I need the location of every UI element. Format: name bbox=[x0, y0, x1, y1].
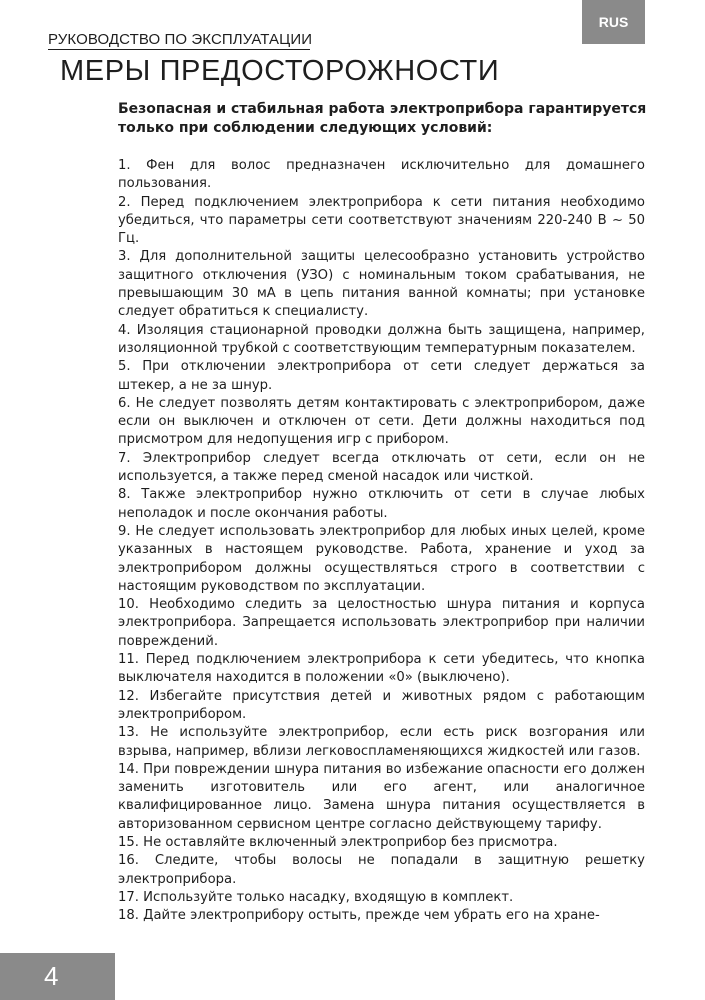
list-item: 18. Дайте электроприбору остыть, прежде чем убрать его на хране- bbox=[118, 908, 600, 924]
list-item: 11. Перед подключением электроприбора к сети убедитесь, что кнопка выключателя находится в положении «0» (выключено). bbox=[118, 652, 645, 686]
running-header: РУКОВОДСТВО ПО ЭКСПЛУАТАЦИИ bbox=[48, 31, 313, 48]
safety-rules-list bbox=[118, 157, 645, 925]
list-item: 6. Не следует позволять детям контактировать с электроприбором, даже если он выключен и отключен от сети. Дети должны находиться под присмотром для недопущения игр с прибором. bbox=[118, 395, 645, 448]
list-item: 10. Необходимо следить за целостностью шнура питания и корпуса электроприбора. Запрещается использовать электроприбор при наличии повреждений. bbox=[118, 597, 645, 649]
list-item: 13. Не используйте электроприбор, если есть риск возгорания или взрыва, например, вблизи легковоспламеняющихся жидкостей или газов. bbox=[118, 725, 645, 759]
list-item: 3. Для дополнительной защиты целесообразно установить устройство защитного отключения (УЗО) с номинальным током срабатывания, не превышающим 30 мА в цепь питания ванной комнаты; при установке следует обратиться к специалисту. bbox=[118, 249, 645, 320]
list-item: 17. Используйте только насадку, входящую в комплект. bbox=[118, 889, 514, 905]
list-item: 12. Избегайте присутствия детей и животных рядом с работающим электроприбором. bbox=[118, 688, 645, 722]
page-number: 4 bbox=[0, 953, 115, 1000]
intro-paragraph: Безопасная и стабильная работа электроприбора гарантируется только при соблюдении следующих условий: bbox=[118, 101, 647, 136]
list-item: 9. Не следует использовать электроприбор для любых иных целей, кроме указанных в настоящем руководстве. Работа, хранение и уход за электроприбором должны осуществляться строго в соответствии с настоящим руководством по эксплуатации. bbox=[118, 523, 645, 594]
list-item: 16. Следите, чтобы волосы не попадали в защитную решетку электроприбора. bbox=[118, 853, 645, 887]
list-item: 5. При отключении электроприбора от сети следует держаться за штекер, а не за шнур. bbox=[118, 359, 645, 393]
list-item: 14. При повреждении шнура питания во избежание опасности его должен заменить изготовитель или его агент, или аналогичное квалифицированное лицо. Замена шнура питания осуществляется в авторизованном сервисном центре согласно действующему тарифу. bbox=[118, 761, 645, 832]
list-item: 15. Не оставляйте включенный электроприбор без присмотра. bbox=[118, 834, 558, 850]
list-item: 1. Фен для волос предназначен исключительно для домашнего пользования. bbox=[118, 158, 645, 192]
page-title: МЕРЫ ПРЕДОСТОРОЖНОСТИ bbox=[60, 55, 500, 87]
list-item: 7. Электроприбор следует всегда отключать от сети, если он не используется, а также перед сменой насадок или чисткой. bbox=[118, 450, 645, 485]
list-item: 8. Также электроприбор нужно отключить от сети в случае любых неполадок и после окончания работы. bbox=[118, 487, 645, 521]
language-tab: RUS bbox=[582, 0, 645, 44]
list-item: 4. Изоляция стационарной проводки должна быть защищена, например, изоляционной трубкой с соответствующим температурным показателем. bbox=[118, 322, 645, 356]
list-item: 2. Перед подключением электроприбора к сети питания необходимо убедиться, что параметры сети соответствуют значениям 220-240 В ~ 50 Гц. bbox=[118, 194, 645, 247]
